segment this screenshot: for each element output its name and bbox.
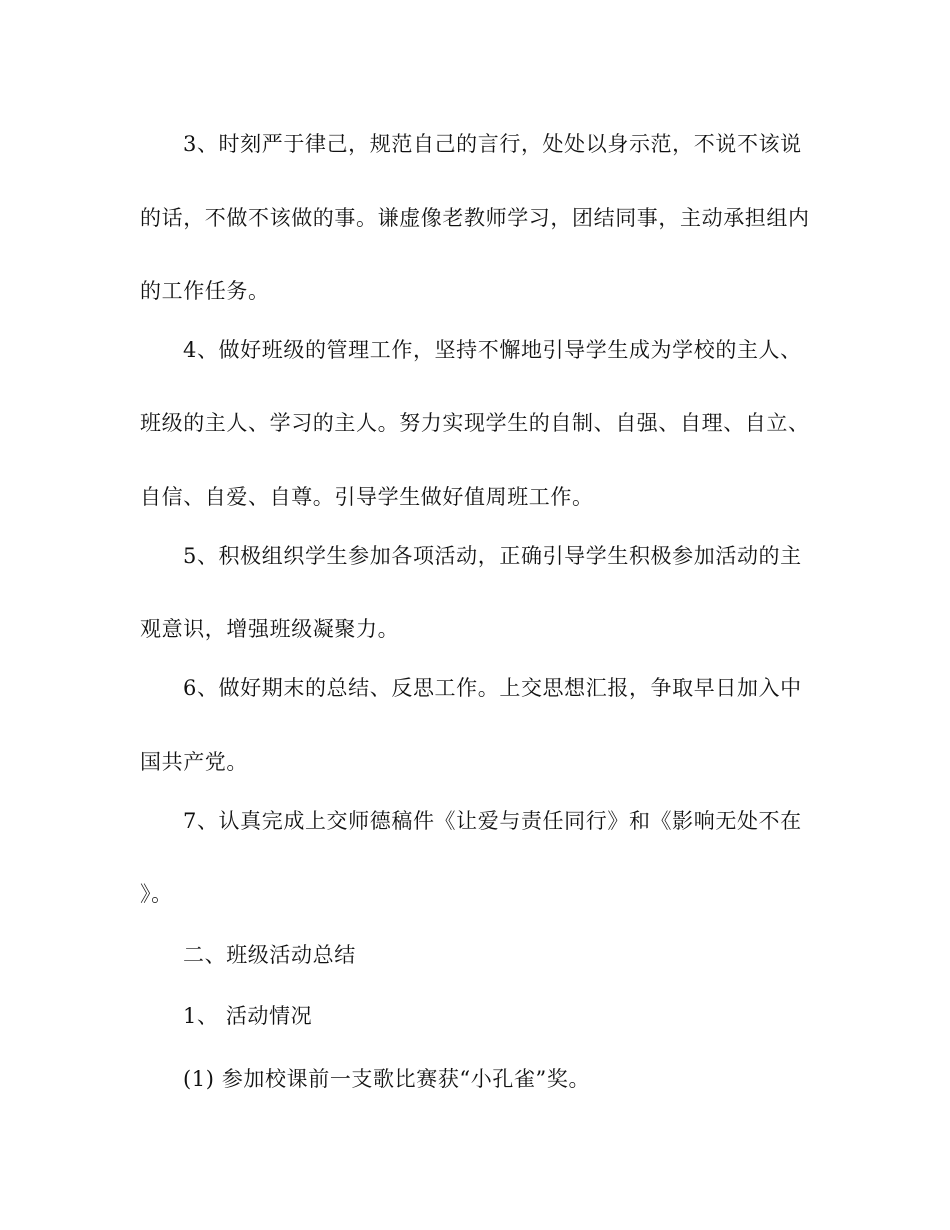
section-heading: 二、班级活动总结 (183, 943, 356, 967)
paragraph-4-line-2: 班级的主人、学习的主人。努力实现学生的自制、自强、自理、自立、 (140, 411, 810, 435)
paragraph-6-line-2: 国共产党。 (140, 750, 248, 774)
paragraph-3-line-3: 的工作任务。 (140, 279, 270, 303)
paragraph-7-line-1: 7、认真完成上交师德稿件《让爱与责任同行》和《影响无处不在 (183, 809, 802, 833)
paragraph-5-line-1: 5、积极组织学生参加各项活动，正确引导学生积极参加活动的主 (183, 544, 802, 568)
paragraph-4-line-3: 自信、自爱、自尊。引导学生做好值周班工作。 (140, 485, 594, 509)
paragraph-7-line-2: 》。 (140, 882, 173, 906)
paragraph-3-line-2: 的话，不做不该做的事。谦虚像老教师学习，团结同事，主动承担组内 (140, 206, 810, 230)
paragraph-3-line-1: 3、时刻严于律己，规范自己的言行，处处以身示范，不说不该说 (183, 132, 802, 156)
activity-item-1: (1) 参加校课前一支歌比赛获“小孔雀”奖。 (183, 1067, 591, 1091)
subheading-activity-status: 1、 活动情况 (183, 1004, 313, 1028)
paragraph-5-line-2: 观意识，增强班级凝聚力。 (140, 617, 400, 641)
paragraph-4-line-1: 4、做好班级的管理工作，坚持不懈地引导学生成为学校的主人、 (183, 338, 802, 362)
paragraph-6-line-1: 6、做好期末的总结、反思工作。上交思想汇报，争取早日加入中 (183, 676, 802, 700)
